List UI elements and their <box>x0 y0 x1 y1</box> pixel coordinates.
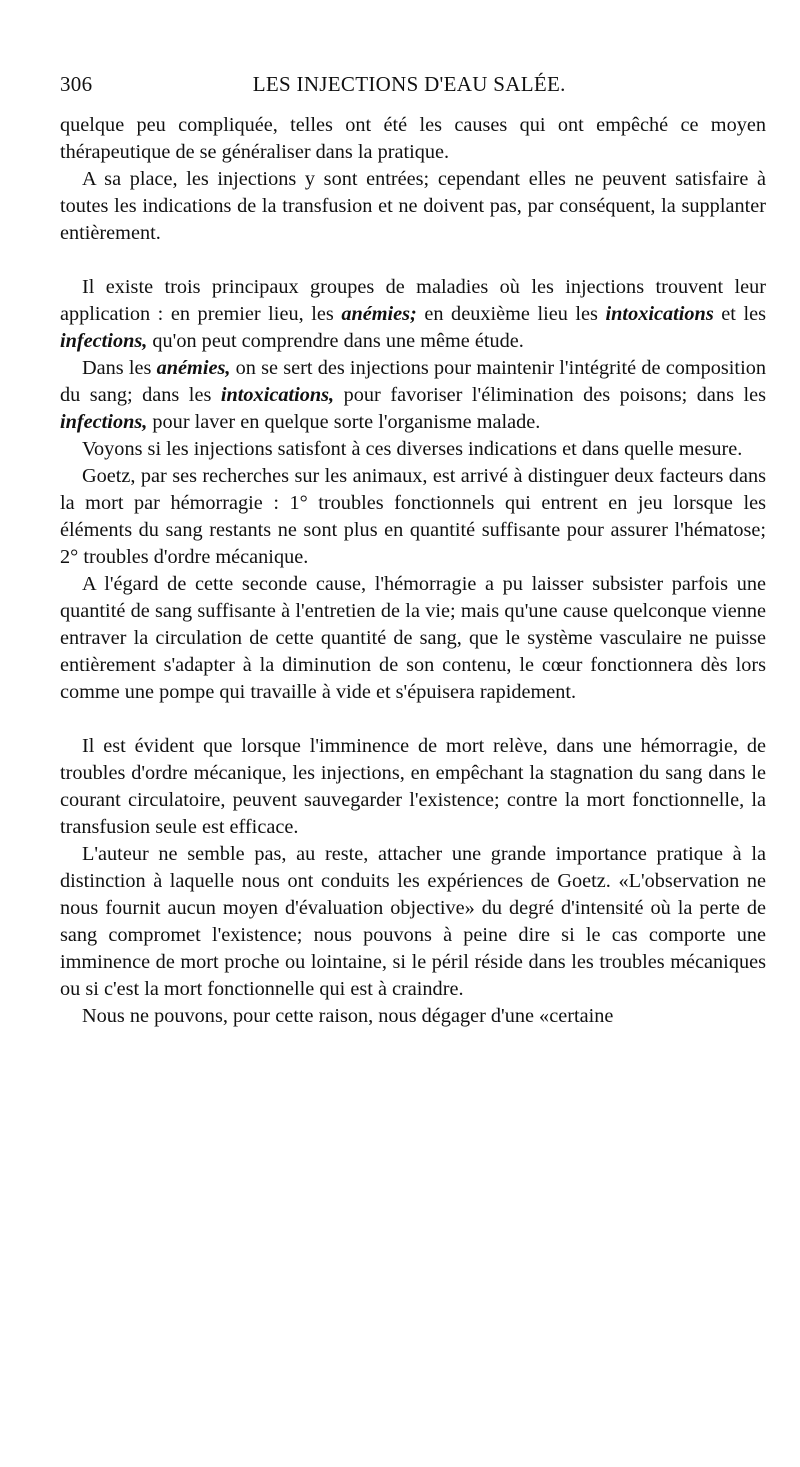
text-run: et les <box>713 303 766 325</box>
paragraph: L'auteur ne semble pas, au reste, attacher une grande importance pratique à la distinction à laquelle nous ont conduits les expériences de Goetz. «L'observation ne nous fournit aucun moyen d'évaluation objective» du degré d'intensité où la perte de sang compromet l'existence; nous pouvons à peine dire si le cas comporte une imminence de mort proche ou lointaine, si le péril réside dans les troubles mécaniques ou si c'est la mort fonctionnelle qui est à craindre. <box>60 843 766 1000</box>
emphasis: intoxications, <box>220 384 335 406</box>
page-number: 306 <box>60 72 93 96</box>
paragraph: A l'égard de cette seconde cause, l'hémorragie a pu laisser subsister parfois une quantité de sang suffisante à l'entretien de la vie; mais qu'une cause quelconque vienne entraver la circulation de cette quantité de sang, que le système vasculaire ne puisse entièrement s'adapter à la diminution de son contenu, le cœur fonctionnera dès lors comme une pompe qui travaille à vide et s'épuisera rapidement. <box>60 573 766 703</box>
emphasis: infections, <box>60 330 148 352</box>
emphasis: anémies, <box>156 357 231 379</box>
body-text <box>60 112 766 1030</box>
paragraph: Il est évident que lorsque l'imminence de mort relève, dans une hémorragie, de troubles d'ordre mécanique, les injections, en empêchant la stagnation du sang dans le courant circulatoire, peuvent sauvegarder l'existence; contre la mort fonctionnelle, la transfusion seule est efficace. <box>60 735 766 838</box>
page-header <box>60 72 766 112</box>
text-run: Dans les <box>82 357 157 379</box>
emphasis: anémies; <box>341 303 417 325</box>
text-run: en deuxième lieu les <box>416 303 606 325</box>
paragraph: Goetz, par ses recherches sur les animaux, est arrivé à distinguer deux facteurs dans la mort par hémorragie : 1° troubles fonctionnels qui entrent en jeu lorsque les éléments du sang restants ne sont plus en quantité suffisante pour assurer l'hématose; 2° troubles d'ordre mécanique. <box>60 465 766 568</box>
paragraph: Nous ne pouvons, pour cette raison, nous dégager d'une «certaine <box>82 1005 614 1027</box>
running-title: LES INJECTIONS D'EAU SALÉE. <box>252 72 566 96</box>
text-run: pour laver en quelque sorte l'organisme malade. <box>147 411 541 433</box>
text-run: pour favoriser l'élimination des poisons; dans les <box>334 384 766 406</box>
emphasis: infections, <box>60 411 148 433</box>
text-run: on se sert des injections pour maintenir l'intégrité de composition du sang; dans les <box>60 357 766 406</box>
text-run: qu'on peut comprendre dans une même étude. <box>147 330 524 352</box>
paragraph: quelque peu compliquée, telles ont été les causes qui ont empêché ce moyen thérapeutique de se généraliser dans la pratique. <box>60 114 766 163</box>
book-page <box>60 72 766 1030</box>
paragraph: A sa place, les injections y sont entrées; cependant elles ne peuvent satisfaire à toutes les indications de la transfusion et ne doivent pas, par conséquent, la supplanter entièrement. <box>60 168 766 244</box>
emphasis: intoxications <box>605 303 714 325</box>
paragraph <box>60 274 766 355</box>
paragraph: Voyons si les injections satisfont à ces diverses indications et dans quelle mesure. <box>82 438 743 460</box>
paragraph <box>60 355 766 436</box>
text-run: Il existe trois principaux groupes de maladies où les injections trouvent leur application : en premier lieu, les <box>60 276 766 325</box>
